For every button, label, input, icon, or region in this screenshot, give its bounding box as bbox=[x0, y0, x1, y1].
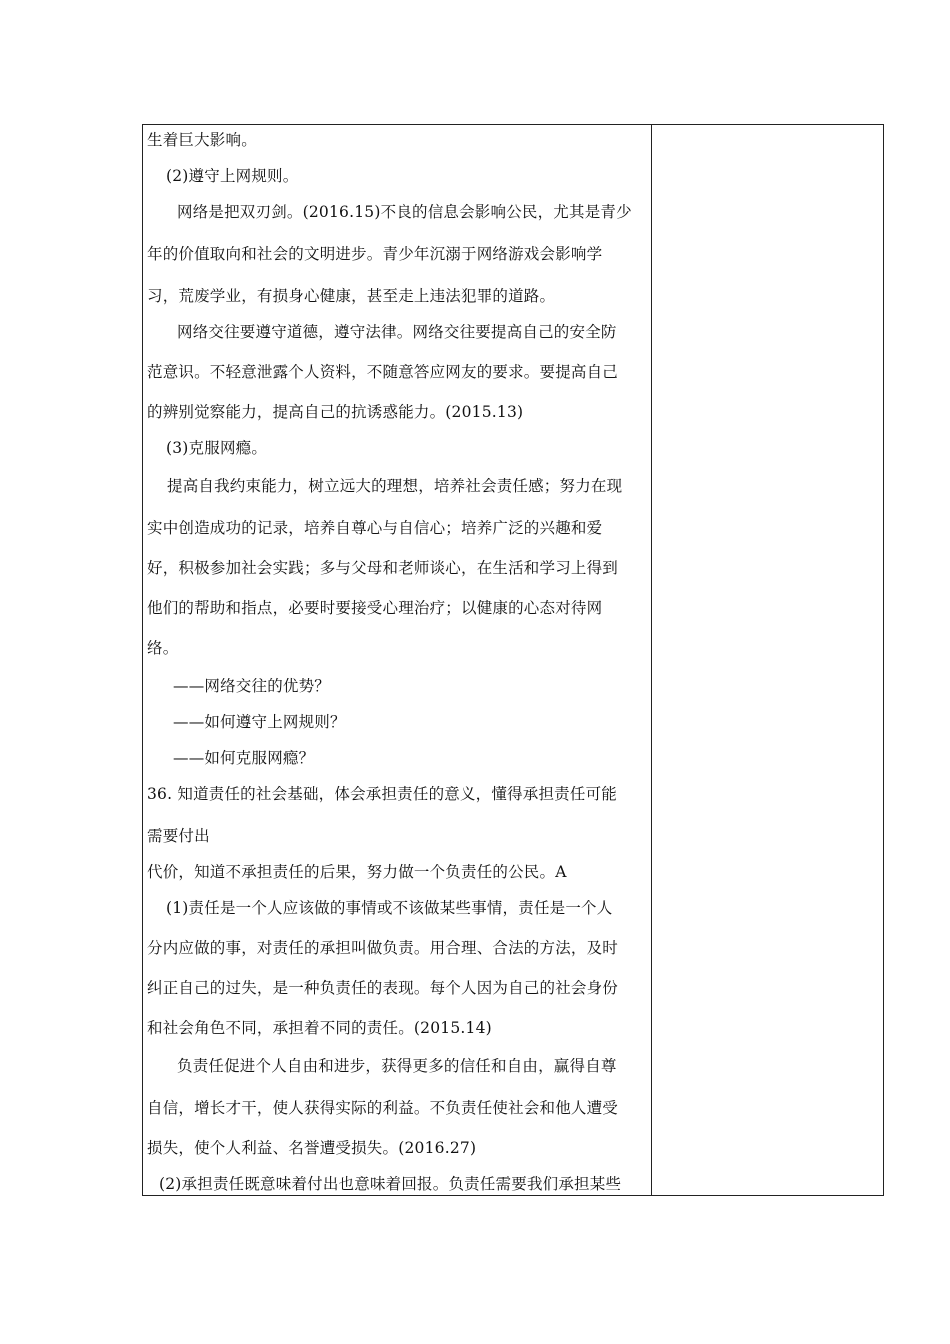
text-line: 纠正自己的过失，是一种负责任的表现。每个人因为自己的社会身份 bbox=[147, 979, 619, 997]
text-line: 提高自我约束能力，树立远大的理想，培养社会责任感；努力在现 bbox=[167, 477, 623, 495]
text-line: 36. 知道责任的社会基础，体会承担责任的意义，懂得承担责任可能 bbox=[147, 785, 617, 803]
text-line: 生着巨大影响。 bbox=[147, 131, 257, 149]
text-line: 网络是把双刃剑。(2016.15)不良的信息会影响公民，尤其是青少 bbox=[177, 203, 632, 221]
text-line: 好，积极参加社会实践；多与父母和老师谈心，在生活和学习上得到 bbox=[147, 559, 619, 577]
text-line: 负责任促进个人自由和进步，获得更多的信任和自由，赢得自尊 bbox=[177, 1057, 617, 1075]
text-line: 的辨别觉察能力，提高自己的抗诱惑能力。(2015.13) bbox=[147, 403, 524, 421]
text-line: 络。 bbox=[147, 639, 179, 657]
text-line: 代价，知道不承担责任的后果，努力做一个负责任的公民。A bbox=[147, 863, 567, 881]
column-divider bbox=[651, 125, 652, 1195]
text-line: 网络交往要遵守道德，遵守法律。网络交往要提高自己的安全防 bbox=[177, 323, 617, 341]
text-line: 实中创造成功的记录，培养自尊心与自信心；培养广泛的兴趣和爱 bbox=[147, 519, 603, 537]
text-line: 和社会角色不同，承担着不同的责任。(2015.14) bbox=[147, 1019, 492, 1037]
text-line: (2)遵守上网规则。 bbox=[166, 167, 299, 185]
text-line: ——网络交往的优势？ bbox=[173, 677, 331, 695]
text-line: 自信，增长才干，使人获得实际的利益。不负责任使社会和他人遭受 bbox=[147, 1099, 619, 1117]
text-line: 需要付出 bbox=[147, 827, 210, 845]
two-column-table bbox=[142, 124, 884, 1196]
text-line: 习，荒废学业，有损身心健康，甚至走上违法犯罪的道路。 bbox=[147, 287, 556, 305]
text-line: (1)责任是一个人应该做的事情或不该做某些事情，责任是一个人 bbox=[166, 899, 613, 917]
text-line: 他们的帮助和指点，必要时要接受心理治疗；以健康的心态对待网 bbox=[147, 599, 603, 617]
text-line: (3)克服网瘾。 bbox=[166, 439, 268, 457]
text-line: 年的价值取向和社会的文明进步。青少年沉溺于网络游戏会影响学 bbox=[147, 245, 603, 263]
text-line: ——如何遵守上网规则？ bbox=[173, 713, 346, 731]
text-line: (2)承担责任既意味着付出也意味着回报。负责任需要我们承担某些 bbox=[159, 1175, 622, 1193]
text-line: 损失，使个人利益、名誉遭受损失。(2016.27) bbox=[147, 1139, 477, 1157]
text-line: 范意识。不轻意泄露个人资料，不随意答应网友的要求。要提高自己 bbox=[147, 363, 619, 381]
text-line: 分内应做的事，对责任的承担叫做负责。用合理、合法的方法，及时 bbox=[147, 939, 619, 957]
text-line: ——如何克服网瘾？ bbox=[173, 749, 315, 767]
